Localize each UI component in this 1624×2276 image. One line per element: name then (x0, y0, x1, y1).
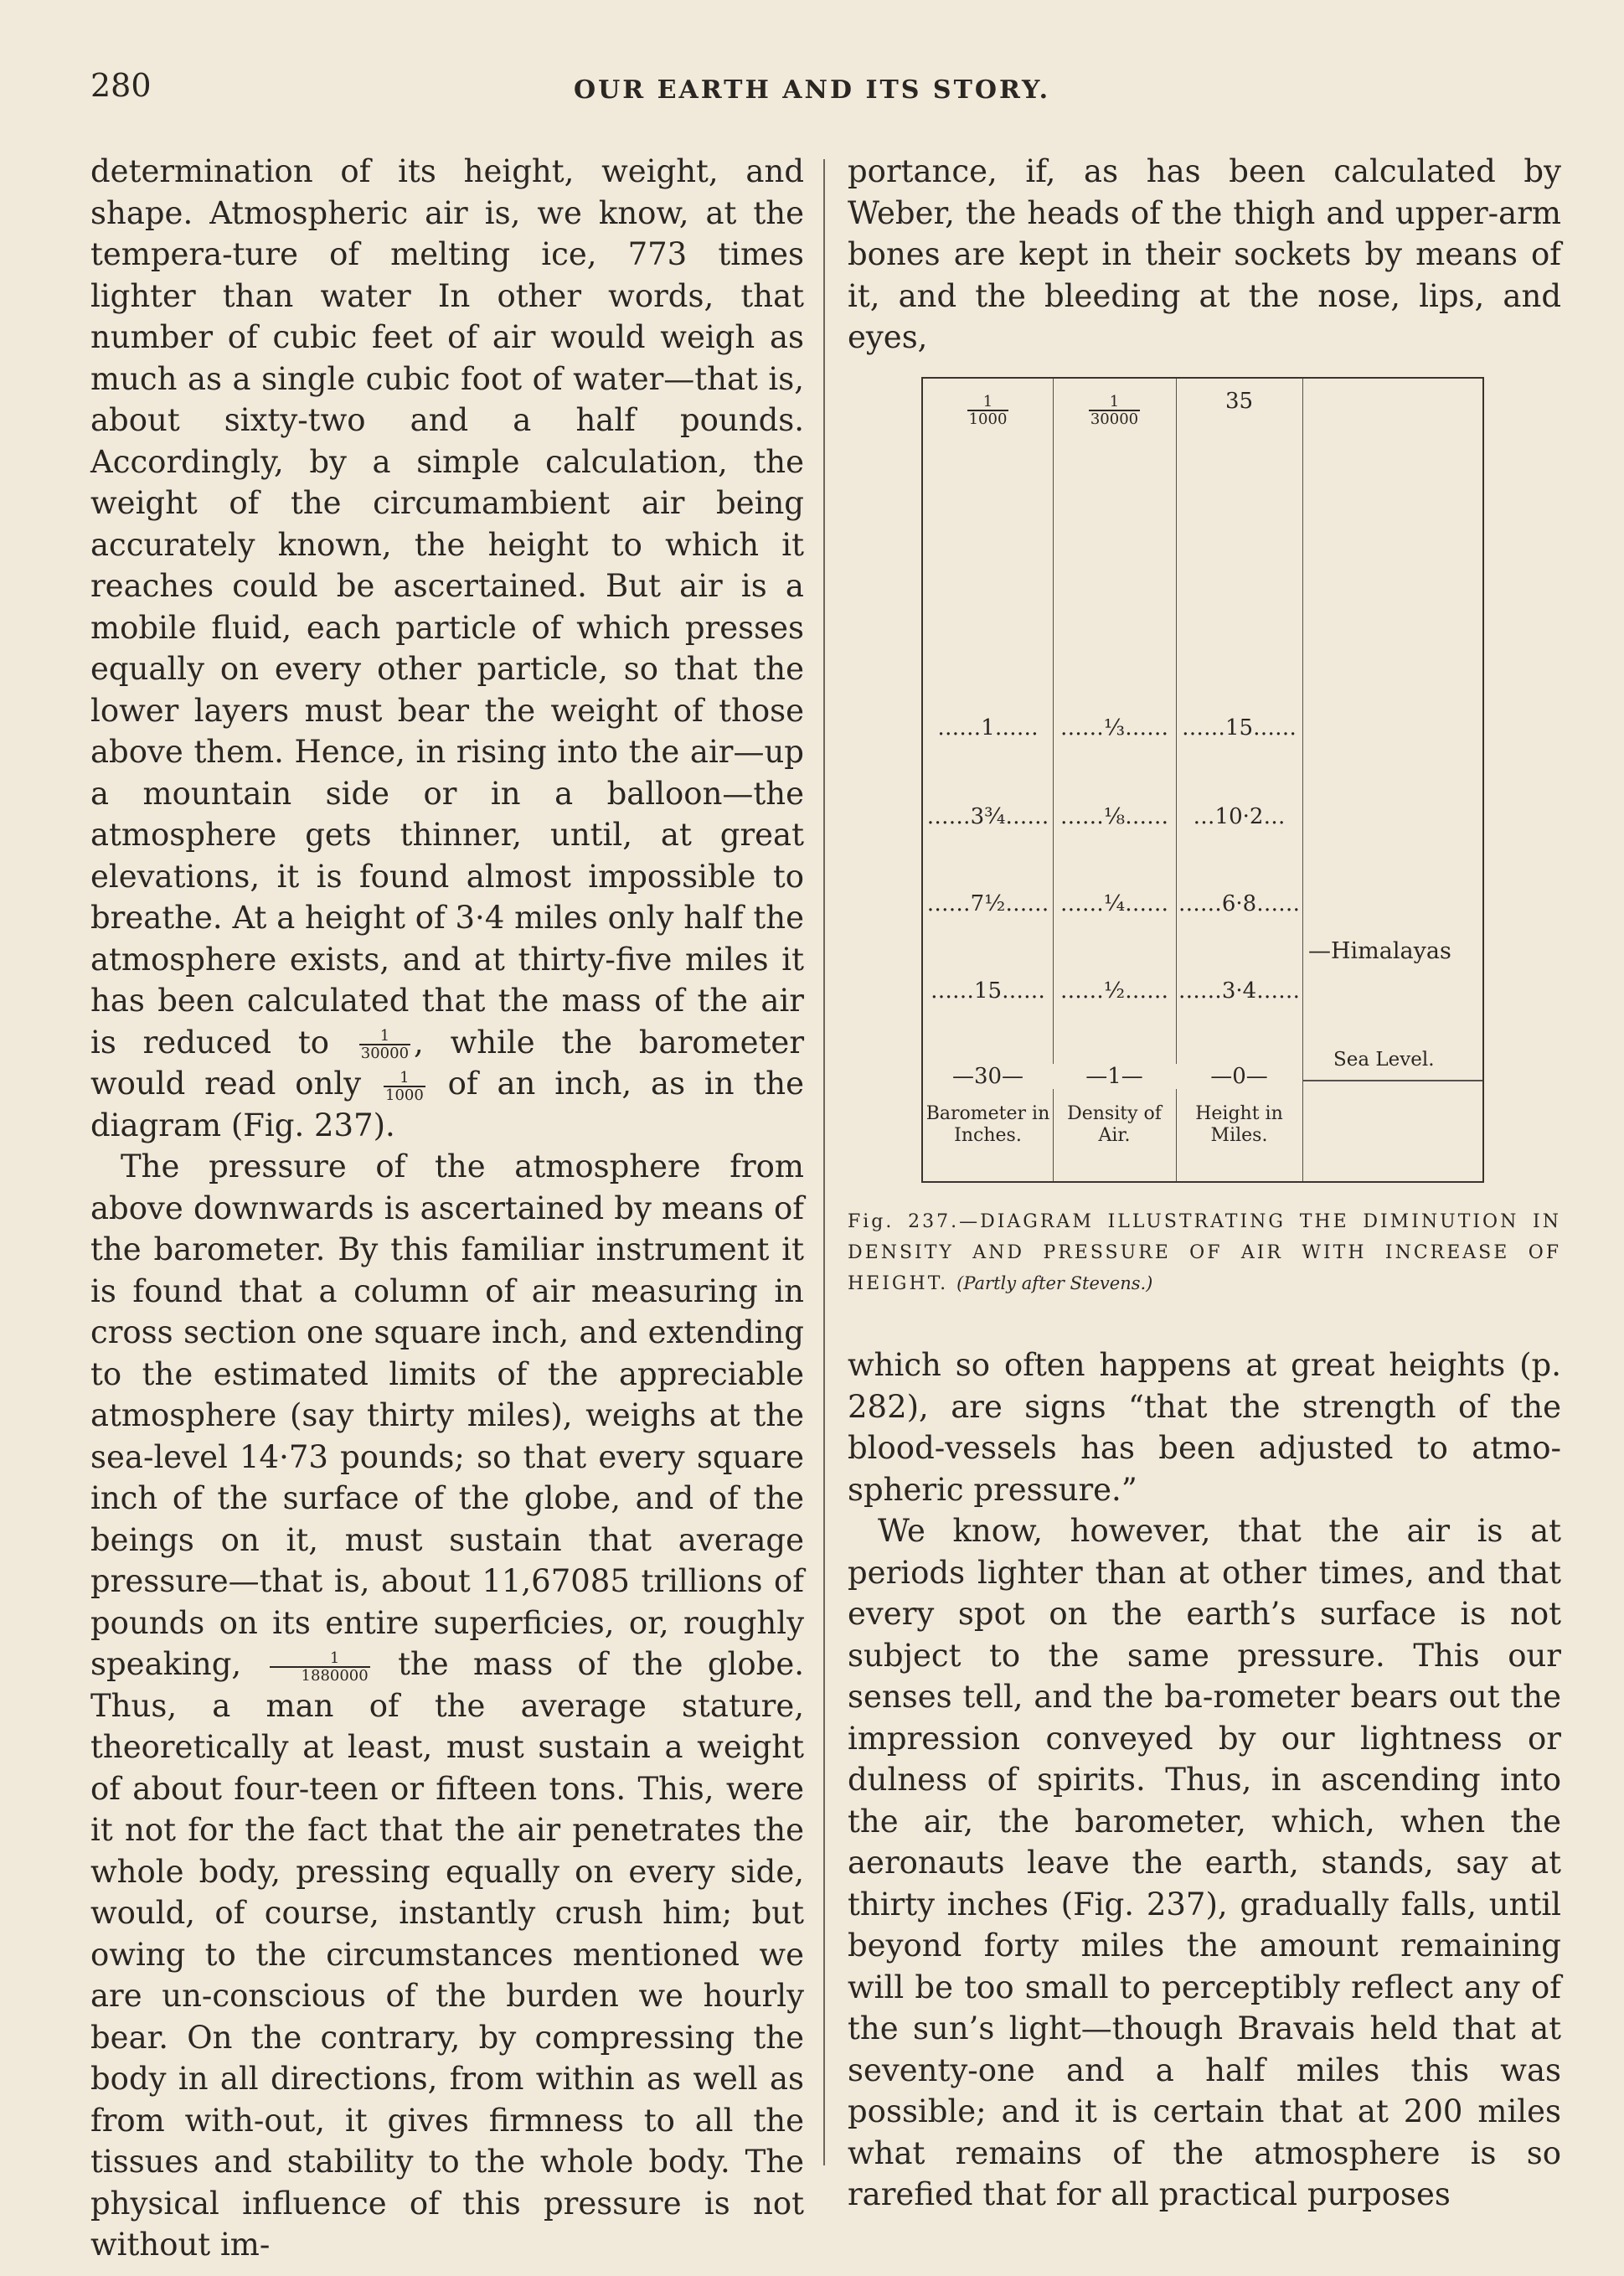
barometer-top-value (923, 394, 1053, 427)
right-paragraph-1: which so often happens at great heights (p. 282), are signs “that the strength of the blood-vessels has been adjusted to atmo-spheric pressure.” (848, 1347, 1561, 1508)
barometer-value: ……1…… (937, 715, 1039, 741)
left-paragraph-2 (90, 1146, 804, 2266)
barometer-value: ……7½…… (926, 891, 1049, 916)
density-column-label: Density of Air. (1067, 1103, 1162, 1146)
fraction-numerator: 1 (359, 1028, 410, 1045)
figure-237-diagram (921, 377, 1484, 1183)
left-p2-end: the mass of the globe. Thus, a man of the average stature, theoretically at least, must sustain a weight of about four-teen or fifteen tons. This, were it not for the fact that the air penetrates the whole body, pressing equally on every side, would, of course, instantly crush him; but owing to the circumstances mentioned we are un-conscious of the burden we hourly bear. On the contrary, by compressing the body in all directions, from within as well as from with-out, it gives firmness to all the tissues and stability to the whole body. The physical influence of this pressure is not without im- (90, 1646, 804, 2263)
barometer-value: ……15…… (930, 978, 1046, 1004)
fraction-thousandth (384, 1070, 425, 1103)
height-value: …10·2… (1193, 804, 1286, 829)
column-rule (1053, 379, 1054, 1181)
right-paragraph-2: We know, however, that the air is at periods lighter than at other times, and that every spot on the earth’s surface is not subject to the same pressure. This our senses tell, and the ba-rometer bears out the impression conveyed by our lightness or dulness of spirits. Thus, in ascending into the air, the barometer, which, when the aeronauts leave the earth, stands, say at thirty inches (Fig. 237), gradually falls, until beyond forty miles the amount remaining will be too small to perceptibly reflect any of the sun’s light—though Bravais held that at seventy-one and a half miles this was possible; and it is certain that at 200 miles what remains of the atmosphere is so rarefied that for all practical purposes (848, 1513, 1561, 2212)
fraction-denominator: 30000 (1090, 410, 1139, 428)
barometer-value: ……3¾…… (926, 804, 1049, 829)
fraction-denominator: 30000 (360, 1045, 410, 1062)
left-p1-text: determination of its height, weight, and shape. Atmospheric air is, we know, at the tempera-ture of melting ice, 773 times lighter than water In other words, that number of cubic feet of air would weigh as much as a single cubic foot of water—that is, about sixty-two and a half pounds. Accordingly, by a simple calculation, the weight of the circumambient air being accurately known, the height to which it reaches could be ascertained. But air is a mobile fluid, each particle of which presses equally on every other particle, so that the lower layers must bear the weight of those above them. Hence, in rising into the air—up a mountain side or in a balloon—the atmosphere gets thinner, until, at great elevations, it is found almost impossible to breathe. At a height of 3·4 miles only half the atmosphere exists, and at thirty-five miles it has been calculated that the mass of the air is reduced to (90, 153, 804, 1061)
density-top-value (1053, 394, 1176, 427)
height-value: ……3·4…… (1178, 978, 1301, 1004)
fraction-thirty-thousandth (1089, 394, 1140, 427)
fraction-numerator: 1 (270, 1650, 370, 1668)
density-value: ……⅛…… (1059, 804, 1169, 829)
fraction-globe-mass (270, 1650, 370, 1684)
density-value: ……½…… (1059, 978, 1169, 1004)
barometer-column-label: Barometer in Inches. (925, 1103, 1050, 1146)
fraction-denominator: 1000 (385, 1086, 424, 1104)
column-rule (1302, 379, 1303, 1181)
density-sea-level-value: —1— (1053, 1064, 1176, 1089)
height-sea-level-value: —0— (1176, 1064, 1302, 1089)
fraction-thousandth (967, 394, 1009, 427)
height-value: ……6·8…… (1178, 891, 1301, 916)
barometer-sea-level-value: —30— (923, 1064, 1053, 1089)
caption-credit: (Partly after Stevens.) (956, 1273, 1153, 1293)
height-column-label: Height in Miles. (1195, 1103, 1283, 1146)
sea-level-label: Sea Level. (1333, 1049, 1435, 1071)
fraction-numerator: 1 (384, 1070, 425, 1087)
fraction-thirty-thousandth (359, 1028, 410, 1061)
left-column (90, 151, 804, 2266)
left-p1-mid: , while the barometer would read only (90, 1024, 805, 1102)
column-divider (823, 159, 825, 2165)
himalayas-label: —Himalayas (1308, 938, 1451, 964)
left-p1-end: of an inch, as in the diagram (Fig. 237). (90, 1066, 804, 1143)
right-column-top (848, 151, 1561, 359)
density-value: ……⅓…… (1059, 715, 1169, 741)
height-value: ……15…… (1181, 715, 1297, 741)
right-paragraph-top: portance, if, as has been calculated by Weber, the heads of the thigh and upper-arm bones are kept in their sockets by means of it, and the bleeding at the nose, lips, and eyes, (848, 153, 1561, 355)
figure-caption (848, 1206, 1561, 1299)
fraction-denominator: 1000 (968, 410, 1008, 428)
density-value: ……¼…… (1059, 891, 1169, 916)
left-paragraph-1 (90, 151, 804, 1146)
height-top-value: 35 (1224, 389, 1254, 414)
running-title: OUR EARTH AND ITS STORY. (573, 75, 1051, 105)
fraction-numerator: 1 (967, 394, 1009, 411)
caption-main: Fig. 237.—DIAGRAM ILLUSTRATING THE DIMINUTION IN DENSITY AND PRESSURE OF AIR WITH INCREASE OF HEIGHT. (848, 1211, 1561, 1294)
left-p2-text: The pressure of the atmosphere from above downwards is ascertained by means of the barometer. By this familiar instrument it is found that a column of air measuring in cross section one square inch, and extending to the estimated limits of the appreciable atmosphere (say thirty miles), weighs at the sea-level 14·73 pounds; so that every square inch of the surface of the globe, and of the beings on it, must sustain that average pressure—that is, about 11,67085 trillions of pounds on its entire superficies, or, roughly speaking, (90, 1148, 804, 1682)
page-number: 280 (90, 67, 152, 104)
column-rule (1176, 379, 1177, 1181)
fraction-denominator: 1880000 (301, 1666, 369, 1685)
right-column-bottom (848, 1344, 1561, 2216)
fraction-numerator: 1 (1089, 394, 1140, 411)
